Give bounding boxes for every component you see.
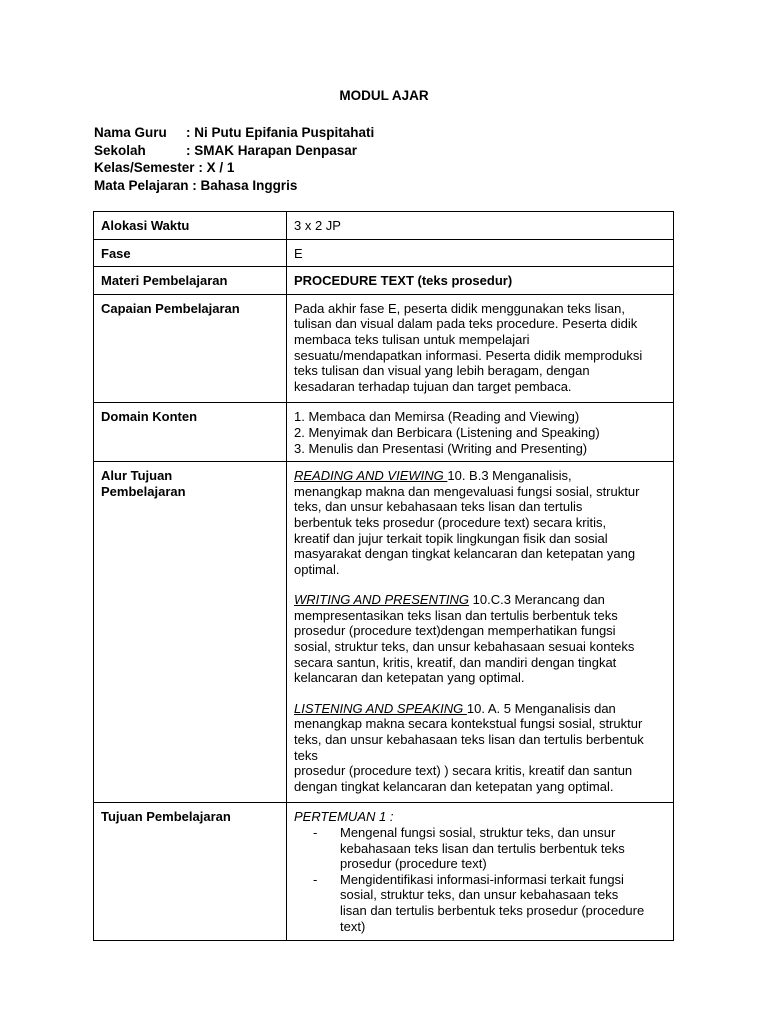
meta-row-class: Kelas/Semester : X / 1 [94, 160, 235, 175]
writing-heading: WRITING AND PRESENTING [294, 592, 470, 608]
table-row-alokasi [94, 212, 674, 240]
row-value: E [287, 239, 674, 267]
row-value [287, 803, 674, 941]
meta-row-subject: Mata Pelajaran : Bahasa Inggris [94, 177, 298, 193]
meeting-heading: PERTEMUAN 1 : [294, 809, 394, 825]
table-row-capaian [94, 294, 674, 403]
table-row-fase [94, 239, 674, 267]
row-label: Fase [94, 239, 287, 267]
list-item: - Mengenal fungsi sosial, struktur teks, dan unsur kebahasaan teks lisan dan tertulis berbentuk teks prosedur (procedure text) [313, 825, 667, 872]
writing-block: WRITING AND PRESENTING 10.C.3 Merancang dan mempresentasikan teks lisan dan tertulis berbentuk teks prosedur (procedure text)dengan memperhatikan fungsi sosial, struktur teks, dan unsur kebahasaan sesuai konteks secara santun, kritis, kreatif, dan mandiri dengan tingkat kelancaran dan ketepatan yang optimal. [294, 592, 635, 686]
list-item: 2. Menyimak dan Berbicara (Listening and Speaking) [294, 424, 600, 440]
row-value: PROCEDURE TEXT (teks prosedur) [287, 267, 674, 295]
row-label: Materi Pembelajaran [94, 267, 287, 295]
table-row-tujuan [94, 803, 674, 941]
reading-block: READING AND VIEWING 10. B.3 Menganalisis, menangkap makna dan mengevaluasi fungsi sosial, struktur teks, dan unsur kebahasaan teks lisan dan tertulis berbentuk teks prosedur (procedure text) secara kritis, kreatif dan jujur terkait topik lingkungan fisik dan sosial masyarakat dengan tingkat kelancaran dan ketepatan yang optimal. [294, 468, 640, 577]
teacher-info [94, 124, 374, 194]
list-item: 3. Menulis dan Presentasi (Writing and Presenting) [294, 440, 588, 456]
row-label: Alur Tujuan Pembelajaran [94, 462, 287, 803]
lesson-table [93, 211, 674, 941]
listening-heading: LISTENING AND SPEAKING [294, 700, 467, 716]
meta-row-teacher: Nama Guru : Ni Putu Epifania Puspitahati [94, 125, 375, 140]
table-row-materi [94, 267, 674, 295]
row-value [287, 403, 674, 462]
listening-block: LISTENING AND SPEAKING 10. A. 5 Menganalisis dan menangkap makna secara kontekstual fungsi sosial, struktur teks, dan unsur kebahasaan teks lisan dan tertulis berbentuk teks prosedur (procedure text) ) secara kritis, kreatif dan santun dengan tingkat kelancaran dan ketepatan yang optimal. [294, 700, 644, 794]
list-item: - Mengidentifikasi informasi-informasi terkait fungsi sosial, struktur teks, dan unsur kebahasaan teks lisan dan tertulis berbentuk teks prosedur (procedure text) [313, 872, 667, 934]
table-row-alur [94, 462, 674, 803]
reading-heading: READING AND VIEWING [294, 468, 448, 484]
row-value [287, 462, 674, 803]
objective-list [294, 825, 667, 934]
table-row-domain [94, 403, 674, 462]
meta-row-school: Sekolah : SMAK Harapan Denpasar [94, 142, 358, 158]
row-label: Tujuan Pembelajaran [94, 803, 287, 941]
row-label: Capaian Pembelajaran [94, 294, 287, 403]
row-value: 3 x 2 JP [287, 212, 674, 240]
document-title: MODUL AJAR [339, 88, 429, 103]
list-item: 1. Membaca dan Memirsa (Reading and Viewing) [294, 409, 580, 425]
row-label: Alokasi Waktu [94, 212, 287, 240]
row-label: Domain Konten [94, 403, 287, 462]
row-value: Pada akhir fase E, peserta didik menggunakan teks lisan, tulisan dan visual dalam pada teks procedure. Peserta didik membaca teks tulisan untuk mempelajari sesuatu/mendapatkan informasi. Peserta didik memproduksi teks tulisan dan visual yang lebih beragam, dengan kesadaran terhadap tujuan dan target pembaca. [287, 294, 674, 403]
